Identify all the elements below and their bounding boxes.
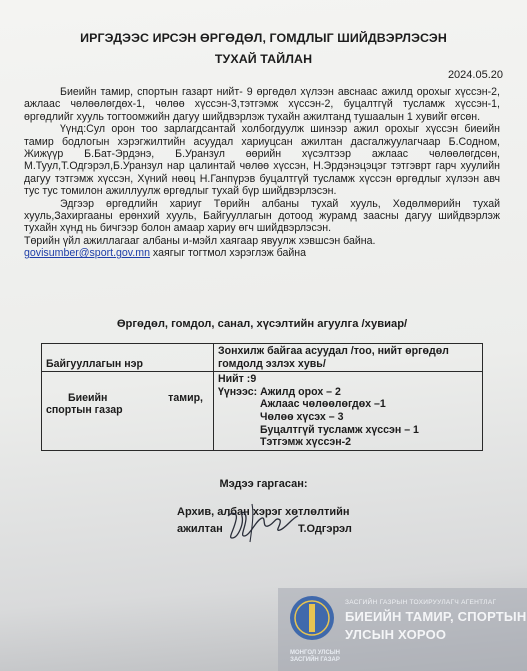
total-count: Нийт :9 (218, 373, 257, 386)
email-suffix: хаягыг тогтмол хэрэглэж байна (149, 247, 307, 260)
seal-text-line2: ЗАСГИЙН ГАЗАР (290, 657, 340, 663)
org-line1 (46, 373, 209, 404)
org-word1: Биеийн (68, 392, 108, 405)
list-item: Буцалтгүй тусламж хүссэн – 1 (260, 423, 419, 436)
breakdown-intro: Үүнээс: Ажилд орох – 2 (218, 385, 341, 398)
org-line2: спортын газар (46, 404, 123, 417)
signer-name: Т.Одгэрэл (298, 523, 352, 535)
prepared-by-label: Мэдээ гаргасан: (219, 478, 308, 490)
header-issue-line2: гомдолд эзлэх хувь/ (218, 357, 326, 370)
table-row (42, 372, 483, 451)
paragraph-email-line (24, 247, 500, 259)
org-word2: тамир, (168, 392, 203, 405)
header-org-name: Байгууллагын нэр (42, 344, 214, 372)
list-item: Ажлаас чөлөөлөгдөх –1 (260, 398, 386, 411)
header-issue (214, 344, 483, 372)
agency-small-text: ЗАСГИЙН ГАЗРЫН ТОХИРУУЛАГЧ АГЕНТЛАГ (345, 599, 497, 606)
table-header-row (42, 344, 483, 372)
agency-name-line1: БИЕИЙН ТАМИР, СПОРТЫН (345, 609, 527, 624)
paragraph-email-note: Төрийн үйл ажиллагааг албаны и-мэйл хаягаар явуулж хэвшсэн байна. (24, 234, 376, 247)
paragraph-details: Үүнд:Сул орон тоо зарлагдсантай холбогдуулж шинээр ажил орохыг хүссэн биеийн тамир бодлогын хэрэгжилтийн асуудал хариуцсан ажилтан дасгалжуулагчаар Б.Содном, Жижүүр Б.Бат-Эрдэнэ, Б.Уранзул өөрийн хүсэлтээр ажлаас чөлөөлөгдсөн, М.Туул,Т.Одгэрэл,Б.Уранзул нар цалинтай чөлөө хүссэн, Н.Эрдэнэцэцэг тэтгэврт гарч хуулийн дагуу тэтгэмж хүссэн, Хүний нөөц Н.Ганпүрэв буцалтгүй тусламж хүссэн өргөдлыг хүлээн авч тус тус томилон ажиллуулж өргөдлыг тухай бүр шийдвэрлэсэн. (24, 123, 500, 198)
paragraph-summary: Биеийн тамир, спортын газарт нийт- 9 өргөдөл хүлээн авснаас ажилд орохыг хүссэн-2, ажлаас чөлөөлөгдөх-1, чөлөө хүссэн-3,тэтгэмж хүссэн-2, буцалтгүй тусламж хүссэн-1, өргөдлийг хууль тогтоомжийн дагуу шийдвэрлэж тухайн ажилтанд тушаалын 1 хувийг өгсөн. (24, 86, 500, 123)
breakdown-cell (214, 372, 483, 451)
header-issue-line1: Зонхилж байгаа асуудал /тоо, нийт өргөдөл (218, 345, 449, 357)
table-heading: Өргөдөл, гомдол, санал, хүсэлтийн агуулга /хувиар/ (116, 318, 408, 330)
report-date: 2024.05.20 (447, 69, 503, 81)
report-title-line1: ИРГЭДЭЭС ИРСЭН ӨРГӨДӨЛ, ГОМДЛЫГ ШИЙДВЭРЛЭСЭН (80, 31, 447, 45)
email-link[interactable]: govisumber@sport.gov.mn (24, 247, 150, 260)
list-item: Тэтгэмж хүссэн-2 (260, 436, 352, 449)
signer-position-line1: Архив, албан хэрэг хөтлөлтийн (177, 506, 350, 518)
complaints-table (41, 343, 483, 451)
signer-position-line2: ажилтан (177, 523, 223, 535)
org-cell (42, 372, 214, 451)
handwritten-signature (222, 498, 302, 544)
agency-name-line2: УЛСЫН ХОРОО (345, 627, 447, 642)
list-item: Чөлөө хүсэх – 3 (260, 410, 344, 423)
report-title-line2: ТУХАЙ ТАЙЛАН (214, 52, 313, 66)
report-body (24, 86, 500, 260)
paragraph-legal-basis: Эдгээр өргөдлийн хариуг Төрийн албаны тухай хууль, Хөдөлмөрийн тухай хууль,Захиргааны ерөнхий хууль, Байгууллагын дотоод журамд заасны дагуу шийдвэрлэж тухайн хүнд нь бичгээр болон амаар хариу өгч шийдвэрлэсэн. (24, 197, 500, 235)
seal-text-line1: МОНГОЛ УЛСЫН (290, 650, 340, 656)
government-seal-icon (282, 590, 342, 650)
